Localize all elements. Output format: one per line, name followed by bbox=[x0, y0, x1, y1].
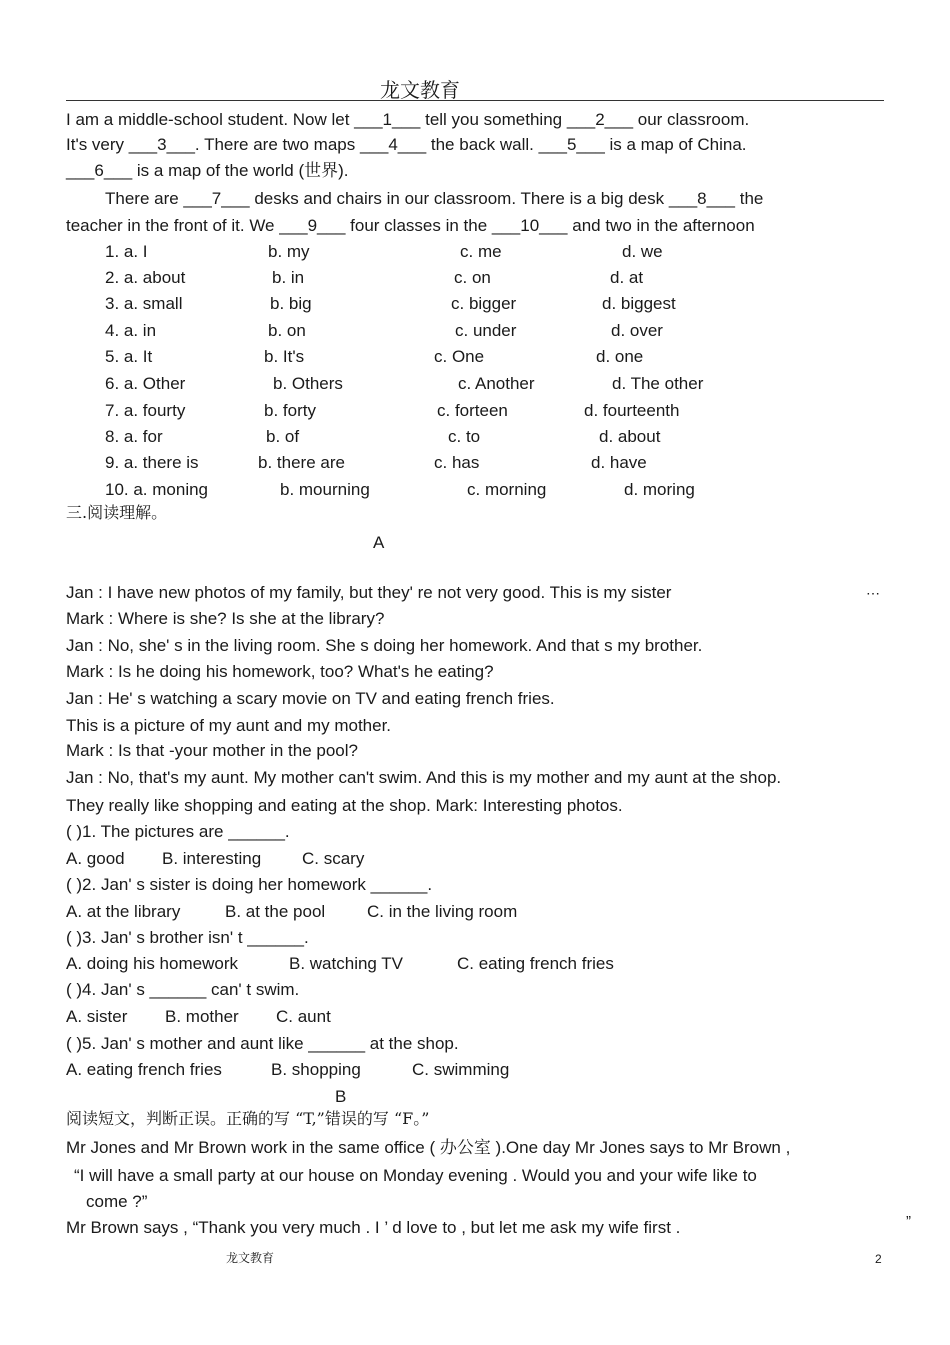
dialogue-line: Mark : Is that -your mother in the pool? bbox=[66, 741, 358, 760]
dialogue-line: This is a picture of my aunt and my mother. bbox=[66, 716, 392, 735]
dialogue-line: Jan : No, that's my aunt. My mother can't swim. And this is my mother and my aunt at the shop. bbox=[66, 768, 782, 787]
option-item: c. morning bbox=[467, 480, 547, 499]
option-item-number: 2. a. about bbox=[105, 268, 186, 287]
question-stem: ( )4. Jan' s ______ can' t swim. bbox=[66, 980, 300, 999]
dialogue-line: Mark : Is he doing his homework, too? What's he eating? bbox=[66, 662, 494, 681]
answer-option: B. interesting bbox=[162, 849, 262, 868]
answer-option: B. at the pool bbox=[225, 902, 326, 921]
option-item: c. under bbox=[455, 321, 517, 340]
part-b-label: B bbox=[335, 1087, 347, 1106]
option-item: d. about bbox=[599, 427, 661, 446]
page-header-title: 龙文教育 bbox=[380, 78, 460, 102]
dialogue-line: Mark : Where is she? Is she at the library? bbox=[66, 609, 385, 628]
option-item: c. on bbox=[454, 268, 491, 287]
option-item: d. moring bbox=[624, 480, 695, 499]
option-item: c. Another bbox=[458, 374, 535, 393]
option-item: c. One bbox=[434, 347, 485, 366]
option-item: c. has bbox=[434, 453, 480, 472]
dialogue-line: Jan : No, she' s in the living room. She s doing her homework. And that s my brother. bbox=[66, 636, 703, 655]
option-item-number: 5. a. It bbox=[105, 347, 153, 366]
answer-option: A. sister bbox=[66, 1007, 128, 1026]
option-item: b. in bbox=[272, 268, 305, 287]
part-a-label: A bbox=[373, 533, 385, 552]
dialogue-line: Jan : I have new photos of my family, but they' re not very good. This is my sister bbox=[66, 583, 672, 602]
part-b-line-4: Mr Brown says , “Thank you very much . I ’ d love to , but let me ask my wife first . bbox=[66, 1218, 681, 1237]
part-b-line-1: Mr Jones and Mr Brown work in the same office ( 办公室 ).One day Mr Jones says to Mr Brown , bbox=[66, 1138, 791, 1157]
answer-option: A. eating french fries bbox=[66, 1060, 222, 1079]
answer-option: C. aunt bbox=[276, 1007, 331, 1026]
answer-option: B. mother bbox=[165, 1007, 239, 1026]
answer-option: B. shopping bbox=[271, 1060, 361, 1079]
question-stem: ( )1. The pictures are ______. bbox=[66, 822, 290, 841]
option-item-number: 7. a. fourty bbox=[105, 401, 186, 420]
option-item: b. on bbox=[268, 321, 306, 340]
option-item-number: 8. a. for bbox=[105, 427, 163, 446]
option-item: b. mourning bbox=[280, 480, 370, 499]
option-item: b. my bbox=[268, 242, 310, 261]
option-item: c. forteen bbox=[437, 401, 508, 420]
answer-option: A. doing his homework bbox=[66, 954, 238, 973]
option-item-number: 9. a. there is bbox=[105, 453, 199, 472]
dialogue-line: They really like shopping and eating at the shop. Mark: Interesting photos. bbox=[66, 796, 623, 815]
option-item-number: 10. a. moning bbox=[105, 480, 209, 499]
answer-option: C. swimming bbox=[412, 1060, 510, 1079]
answer-option: A. good bbox=[66, 849, 125, 868]
question-stem: ( )2. Jan' s sister is doing her homework ______. bbox=[66, 875, 433, 894]
part-b-closing-quote: ” bbox=[906, 1213, 911, 1230]
option-item: b. forty bbox=[264, 401, 316, 420]
option-item: d. The other bbox=[612, 374, 704, 393]
option-item: d. fourteenth bbox=[584, 401, 680, 420]
page-number: 2 bbox=[875, 1252, 882, 1266]
cloze-line-4: There are ___7___ desks and chairs in our classroom. There is a big desk ___8___ the bbox=[105, 189, 764, 208]
answer-option: C. in the living room bbox=[367, 902, 518, 921]
cloze-line-5: teacher in the front of it. We ___9___ four classes in the ___10___ and two in the afternoon bbox=[66, 216, 755, 235]
option-item: d. at bbox=[610, 268, 644, 287]
option-item: c. to bbox=[448, 427, 481, 446]
option-item: b. big bbox=[270, 294, 312, 313]
option-item: d. one bbox=[596, 347, 644, 366]
answer-option: C. eating french fries bbox=[457, 954, 614, 973]
option-item: d. biggest bbox=[602, 294, 676, 313]
answer-option: B. watching TV bbox=[289, 954, 404, 973]
question-stem: ( )3. Jan' s brother isn' t ______. bbox=[66, 928, 309, 947]
cloze-line-1: I am a middle-school student. Now let ___1___ tell you something ___2___ our classroom. bbox=[66, 110, 750, 129]
cloze-line-2: It's very ___3___. There are two maps ___4___ the back wall. ___5___ is a map of China. bbox=[66, 135, 747, 154]
option-item-number: 3. a. small bbox=[105, 294, 183, 313]
option-item: d. have bbox=[591, 453, 647, 472]
answer-option: A. at the library bbox=[66, 902, 181, 921]
answer-option: C. scary bbox=[302, 849, 365, 868]
part-b-instruction: 阅读短文，判断正误。正确的写 “T,”错误的写 “F。” bbox=[66, 1109, 430, 1128]
dialogue-line: Jan : He' s watching a scary movie on TV and eating french fries. bbox=[66, 689, 555, 708]
part-b-line-3: come ?” bbox=[86, 1192, 148, 1211]
option-item: d. we bbox=[622, 242, 663, 261]
section-heading: 三.阅读理解。 bbox=[66, 503, 168, 522]
header-divider bbox=[66, 100, 884, 101]
option-item: c. bigger bbox=[451, 294, 517, 313]
option-item-number: 1. a. I bbox=[105, 242, 148, 261]
footer-brand: 龙文教育 bbox=[226, 1251, 275, 1265]
part-b-line-2: “I will have a small party at our house on Monday evening . Would you and your wife like to bbox=[74, 1166, 757, 1185]
dialogue-ellipsis: ⋯ bbox=[866, 585, 880, 601]
option-item: c. me bbox=[460, 242, 502, 261]
option-item: d. over bbox=[611, 321, 663, 340]
option-item-number: 6. a. Other bbox=[105, 374, 186, 393]
option-item-number: 4. a. in bbox=[105, 321, 157, 340]
option-item: b. there are bbox=[258, 453, 345, 472]
option-item: b. It's bbox=[264, 347, 305, 366]
question-stem: ( )5. Jan' s mother and aunt like ______ at the shop. bbox=[66, 1034, 459, 1053]
cloze-line-3: ___6___ is a map of the world (世界). bbox=[66, 161, 349, 180]
option-item: b. Others bbox=[273, 374, 343, 393]
option-item: b. of bbox=[266, 427, 300, 446]
